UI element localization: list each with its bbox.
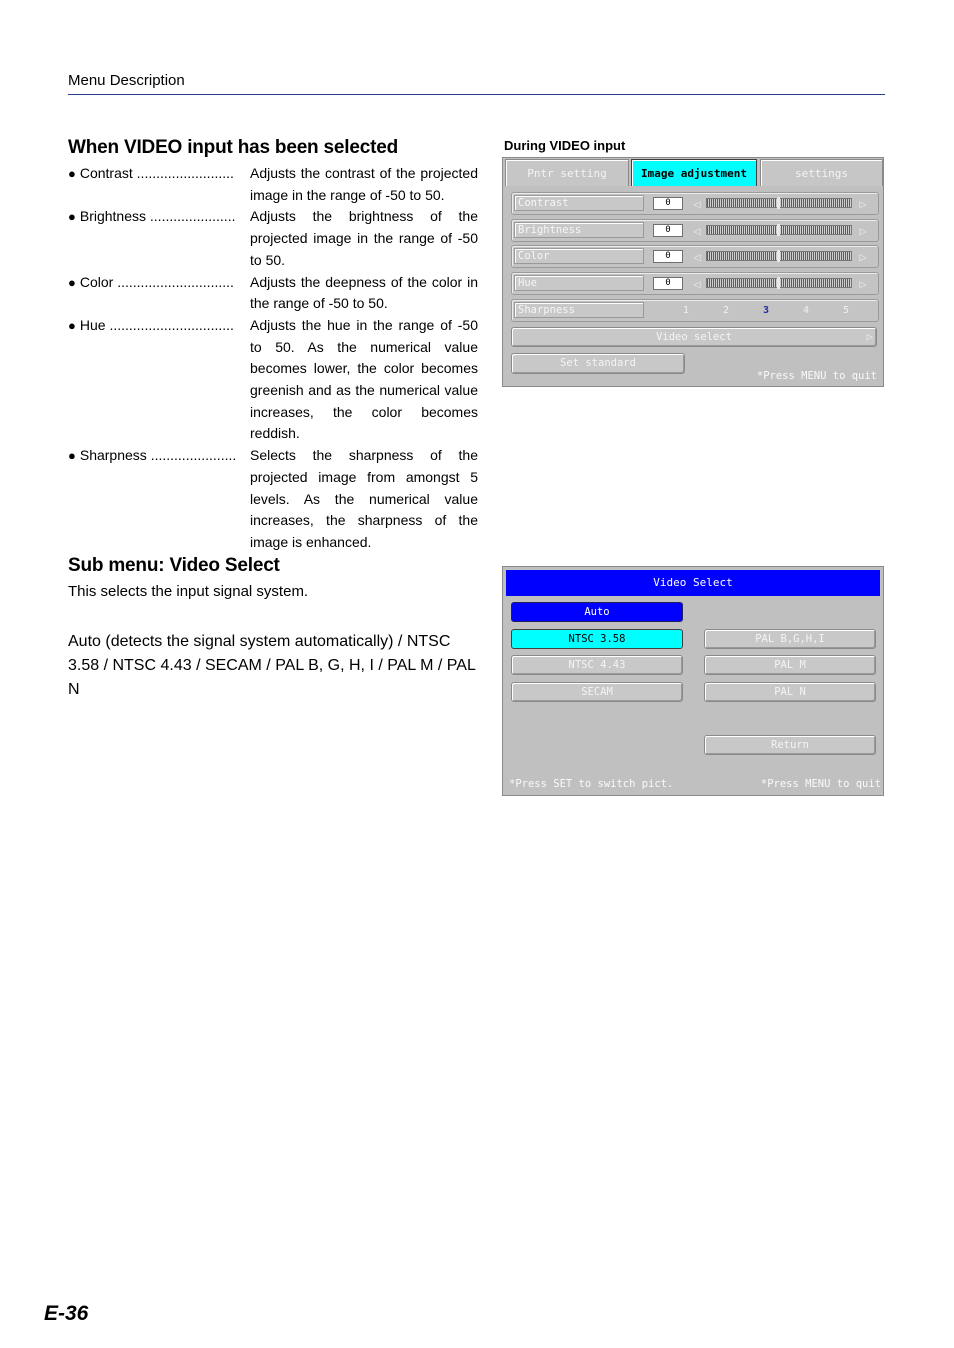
ntsc-443-button[interactable]: NTSC 4.43 [511,655,683,675]
slider-center-mark [777,277,780,289]
arrow-right-icon[interactable]: ▷ [859,224,867,238]
row-label: Sharpness [514,302,644,318]
leader-dots: .............................. [117,273,234,290]
menu-hint: *Press MENU to quit [760,778,881,790]
def-term: Brightness [79,208,147,225]
def-item-sharpness [68,445,478,554]
row-label: Brightness [514,222,644,238]
tab-settings[interactable]: settings [760,159,883,186]
tab-pntr-setting[interactable]: Pntr setting [505,159,629,186]
video-select-menu [502,566,884,796]
sharpness-level-3[interactable]: 3 [762,305,770,316]
secam-button[interactable]: SECAM [511,682,683,702]
value-field[interactable]: 0 [653,250,683,263]
arrow-left-icon[interactable]: ◁ [693,224,701,238]
arrow-left-icon[interactable]: ◁ [693,277,701,291]
slider-bar[interactable] [706,225,852,235]
leader-dots: ...................... [150,447,237,464]
slider-bar[interactable] [706,198,852,208]
sharpness-level-1[interactable]: 1 [682,305,690,316]
slider-center-mark [777,197,780,209]
section-title-video-select: Sub menu: Video Select [68,555,280,576]
leader-dots: ...................... [149,208,236,225]
pal-bghi-button[interactable]: PAL B,G,H,I [704,629,876,649]
row-sharpness[interactable] [511,299,879,322]
row-hue[interactable] [511,272,879,295]
def-term: Sharpness [79,447,147,464]
def-item-brightness [68,206,478,271]
slider-center-mark [777,250,780,262]
def-desc: Selects the sharpness of the projected image from amongst 5 levels. As the numerical value increases, the sharpness of the image is enhanced. [250,447,478,550]
row-label: Hue [514,275,644,291]
set-hint: *Press SET to switch pict. [509,778,674,790]
auto-button[interactable]: Auto [511,602,683,622]
arrow-right-icon[interactable]: ▷ [859,197,867,211]
row-brightness[interactable] [511,219,879,242]
running-header: Menu Description [68,72,185,89]
arrow-left-icon[interactable]: ◁ [693,197,701,211]
pal-m-button[interactable]: PAL M [704,655,876,675]
def-term: Contrast [79,165,133,181]
section-lead: This selects the input signal system. [68,583,309,600]
def-desc: Adjusts the hue in the range of -50 to 50. As the numerical value becomes lower, the color becomes greenish and as the numerical value increases, the color becomes reddish. [250,316,478,442]
pal-n-button[interactable]: PAL N [704,682,876,702]
menu-title: Video Select [506,570,880,596]
arrow-right-icon: ▷ [866,331,873,343]
slider-bar[interactable] [706,278,852,288]
video-select-label: Video select [656,331,732,343]
def-term: Hue [79,316,106,333]
signal-system-list: Auto (detects the signal system automatically) / NTSC 3.58 / NTSC 4.43 / SECAM / PAL B, G, H, I / PAL M / PAL N [68,633,476,698]
sharpness-level-2[interactable]: 2 [722,305,730,316]
row-color[interactable] [511,245,879,268]
bullet-icon: ● [68,166,76,181]
leader-dots: ................................ [109,316,234,333]
return-button[interactable]: Return [704,735,876,755]
def-desc: Adjusts the brightness of the projected image in the range of -50 to 50. [250,208,478,268]
slider-center-mark [777,224,780,236]
sharpness-level-4[interactable]: 4 [802,305,810,316]
arrow-left-icon[interactable]: ◁ [693,250,701,264]
def-desc: Adjusts the contrast of the projected image in the range of -50 to 50. [250,165,478,203]
set-standard-button[interactable]: Set standard [511,353,685,374]
row-label: Color [514,248,644,264]
value-field[interactable]: 0 [653,224,683,237]
image-adjustment-menu [502,157,884,387]
bullet-icon: ● [68,448,76,464]
screen-caption: During VIDEO input [504,138,626,153]
arrow-right-icon[interactable]: ▷ [859,250,867,264]
video-select-button[interactable] [511,327,877,347]
def-term: Color [79,273,114,290]
bullet-icon: ● [68,317,76,333]
arrow-right-icon[interactable]: ▷ [859,277,867,291]
def-item-contrast [68,163,478,206]
slider-bar[interactable] [706,251,852,261]
bullet-icon: ● [68,209,76,225]
bullet-icon: ● [68,274,76,290]
leader-dots: ......................... [136,165,234,181]
page-number: E-36 [44,1302,89,1325]
menu-hint: *Press MENU to quit [756,370,877,382]
definition-list [68,163,478,554]
section-title-video-input: When VIDEO input has been selected [68,137,398,158]
value-field[interactable]: 0 [653,277,683,290]
def-item-hue [68,315,478,445]
sharpness-level-5[interactable]: 5 [842,305,850,316]
tab-image-adjustment[interactable]: Image adjustment [631,159,757,186]
header-rule [68,94,885,95]
row-label: Contrast [514,195,644,211]
ntsc-358-button[interactable]: NTSC 3.58 [511,629,683,649]
def-desc: Adjusts the deepness of the color in the range of -50 to 50. [250,273,478,312]
def-item-color [68,272,478,315]
row-contrast[interactable] [511,192,879,215]
value-field[interactable]: 0 [653,197,683,210]
